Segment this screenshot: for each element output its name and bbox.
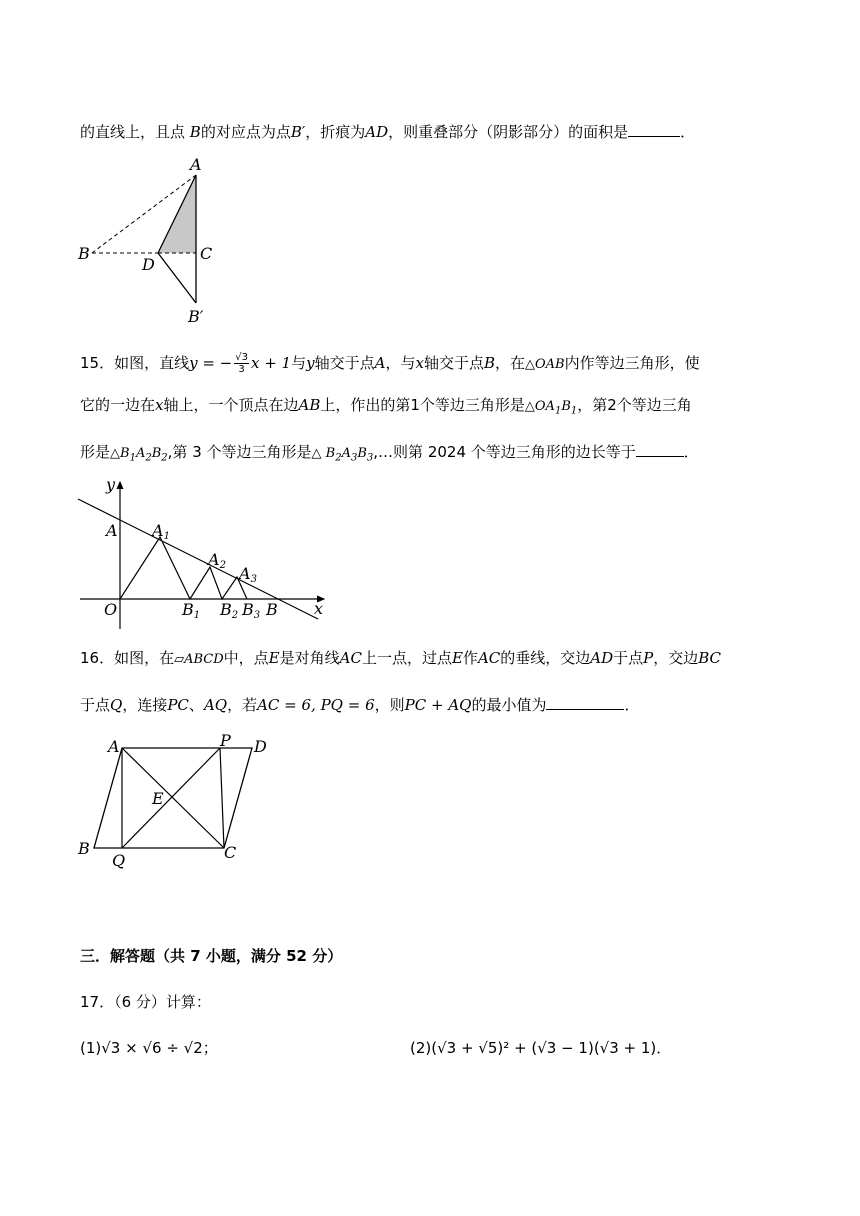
q15-label-b: B xyxy=(266,600,278,619)
q14-label-d: D xyxy=(142,255,155,274)
q15-label-o: O xyxy=(104,600,118,619)
q15-label-a3: A3 xyxy=(239,564,257,585)
q15-tri2-b: A xyxy=(135,446,146,461)
q15-var-b: B xyxy=(483,354,495,372)
q15-label-a1: A1 xyxy=(152,521,170,542)
q15-text-1e: 轴交于点 xyxy=(423,354,484,372)
q16-answer-blank[interactable] xyxy=(546,694,624,710)
q16-text-2f: 的最小值为 xyxy=(471,696,547,714)
q14-text-a: 的直线上，且点 xyxy=(80,123,186,141)
q14-label-c: C xyxy=(200,244,213,263)
q15-tri3-b: A xyxy=(341,446,351,461)
q16-text-1d: 上一点，过点 xyxy=(361,649,452,667)
q14-var-b: B xyxy=(189,123,201,141)
q15-label-x: x xyxy=(314,599,324,618)
q16-label-c: C xyxy=(224,843,237,862)
q15-label-a2: A2 xyxy=(208,550,226,571)
q16-var-bc: BC xyxy=(698,649,722,667)
q15-text-2d: ，第2个等边三角 xyxy=(577,396,692,414)
q15-tri-oab: △OAB xyxy=(525,357,565,372)
section3-title: 三．解答题（共 7 小题，满分 52 分） xyxy=(80,947,343,965)
q16-text-1a: 16．如图，在 xyxy=(80,649,175,667)
q16-text-1e: 作 xyxy=(462,649,478,667)
q15-tri2-a: △B xyxy=(110,446,130,461)
q16-text-2c: 、 xyxy=(188,696,204,714)
q16-text-2a: 于点 xyxy=(80,696,111,714)
q16-var-p: P xyxy=(643,649,654,667)
q14-figure xyxy=(70,150,230,330)
q16-label-b: B xyxy=(78,839,90,858)
q15-tri2-c: B xyxy=(151,446,162,461)
q17-part1: (1)√3 × √6 ÷ √2； xyxy=(80,1039,218,1057)
q16-expression: PC + AQ xyxy=(404,696,472,714)
q15-tri3-c: B xyxy=(357,446,367,461)
q15-text-1f: ，在 xyxy=(494,354,525,372)
q16-line-pc xyxy=(220,748,224,848)
q16-label-e: E xyxy=(152,789,164,808)
q15-label-b3: B3 xyxy=(242,600,261,621)
q16-var-ac: AC xyxy=(339,649,362,667)
q15-text-3c: ,…则第 2024 个等边三角形的边长等于 xyxy=(373,443,636,461)
q16-var-e: E xyxy=(268,649,280,667)
q14-var-bp: B′ xyxy=(290,123,306,141)
q15-tri1-sub2: 1 xyxy=(570,405,578,417)
q15-end: ． xyxy=(683,443,699,461)
q15-eq-lhs: y = − xyxy=(189,354,233,372)
q16-label-d: D xyxy=(254,737,267,756)
q16-label-a: A xyxy=(108,737,120,756)
q15-label-b2: B2 xyxy=(220,600,239,621)
q16-var-e-2: E xyxy=(451,649,463,667)
q15-answer-blank[interactable] xyxy=(636,441,684,457)
q15-tri2-sub1: 1 xyxy=(129,452,136,464)
q17-title: 17．（6 分）计算： xyxy=(80,993,211,1011)
q15-text-3b: ,第 3 个等边三角形是 xyxy=(167,443,312,461)
q15-text-2a: 它的一边在 xyxy=(80,396,156,414)
q16-text-1c: 是对角线 xyxy=(279,649,340,667)
q16-figure xyxy=(72,730,282,870)
q15-tri1-a: △OA xyxy=(524,399,555,414)
q14-var-ad: AD xyxy=(365,123,389,141)
q15-text-1d: ，与 xyxy=(385,354,416,372)
q16-text-1g: 于点 xyxy=(613,649,644,667)
q15-text-1a: 15．如图，直线 xyxy=(80,354,190,372)
q15-tri3-sub1: 2 xyxy=(335,452,342,464)
q16-text-2d: ，若 xyxy=(227,696,258,714)
q14-text-b: 的对应点为点 xyxy=(200,123,291,141)
q15-tri-1 xyxy=(524,399,578,417)
q15-label-y: y xyxy=(106,475,116,494)
q15-tri3-a: △ B xyxy=(311,446,336,461)
q16-var-aq: AQ xyxy=(203,696,228,714)
q14-label-bp: B′ xyxy=(188,307,204,326)
q16-label-q: Q xyxy=(112,851,126,870)
q15-text-1c: 轴交于点 xyxy=(314,354,375,372)
q15-text-1g: 内作等边三角形，使 xyxy=(564,354,700,372)
q16-end: ． xyxy=(624,696,640,714)
q15-frac-num: √3 xyxy=(235,352,248,363)
q15-tri1-b: B xyxy=(561,399,571,414)
q16-text-1h: ，交边 xyxy=(653,649,699,667)
q14-text-c: ，折痕为 xyxy=(305,123,366,141)
q15-tri1-sub1: 1 xyxy=(554,405,562,417)
q15-text-2b: 轴上，一个顶点在边 xyxy=(163,396,299,414)
q15-tri3-sub2: 3 xyxy=(350,452,358,464)
q16-text-2e: ，则 xyxy=(374,696,405,714)
q15-eq-rhs: x + 1 xyxy=(250,354,292,372)
q16-label-p: P xyxy=(220,731,231,750)
q15-figure xyxy=(72,474,342,634)
q15-frac-den: 3 xyxy=(238,364,245,375)
q17-part2: (2)(√3 + √5)² + (√3 − 1)(√3 + 1)． xyxy=(410,1039,672,1057)
q15-var-a: A xyxy=(374,354,386,372)
q16-line-2 xyxy=(80,694,640,715)
q16-var-ac-2: AC xyxy=(477,649,501,667)
q15-label-a: A xyxy=(106,521,118,540)
q15-text-3a: 形是 xyxy=(80,443,111,461)
q14-text-d: ，则重叠部分（阴影部分）的面积是 xyxy=(388,123,629,141)
q14-label-a: A xyxy=(190,155,202,174)
q14-answer-blank[interactable] xyxy=(628,121,680,137)
q15-text-1b: 与 xyxy=(291,354,307,372)
q14-text xyxy=(80,121,695,142)
q16-text-2b: ，连接 xyxy=(122,696,168,714)
q16-line-1 xyxy=(80,648,721,670)
q16-text-1f: 的垂线，交边 xyxy=(500,649,591,667)
q15-tri3-sub3: 3 xyxy=(366,452,374,464)
q16-var-pc: PC xyxy=(167,696,189,714)
q15-tri-3 xyxy=(311,446,374,464)
q15-var-ab: AB xyxy=(298,396,321,414)
q15-frac xyxy=(234,352,249,375)
q15-line-2 xyxy=(80,395,692,422)
q16-condition: AC = 6, PQ = 6 xyxy=(257,696,375,714)
q15-label-b1: B1 xyxy=(182,600,201,621)
q15-triangles xyxy=(120,537,247,599)
q16-var-q: Q xyxy=(110,696,123,714)
q14-end: ． xyxy=(680,123,696,141)
q14-label-b: B xyxy=(78,244,90,263)
q16-text-1b: 中，点 xyxy=(223,649,269,667)
q16-var-ad: AD xyxy=(590,649,614,667)
q15-tri2-sub2: 2 xyxy=(145,452,152,464)
q15-line-1 xyxy=(80,349,700,377)
q15-tri2-sub3: 2 xyxy=(161,452,168,464)
q15-var-y: y xyxy=(306,354,315,372)
q16-para: ▱ABCD xyxy=(174,652,224,667)
q14-line-db xyxy=(158,253,196,303)
q15-var-x: x xyxy=(415,354,424,372)
q15-var-x-2: x xyxy=(155,396,164,414)
q15-line-3 xyxy=(80,441,699,469)
q15-tri-2 xyxy=(110,446,168,464)
q15-text-2c: 上，作出的第1个等边三角形是 xyxy=(320,396,525,414)
